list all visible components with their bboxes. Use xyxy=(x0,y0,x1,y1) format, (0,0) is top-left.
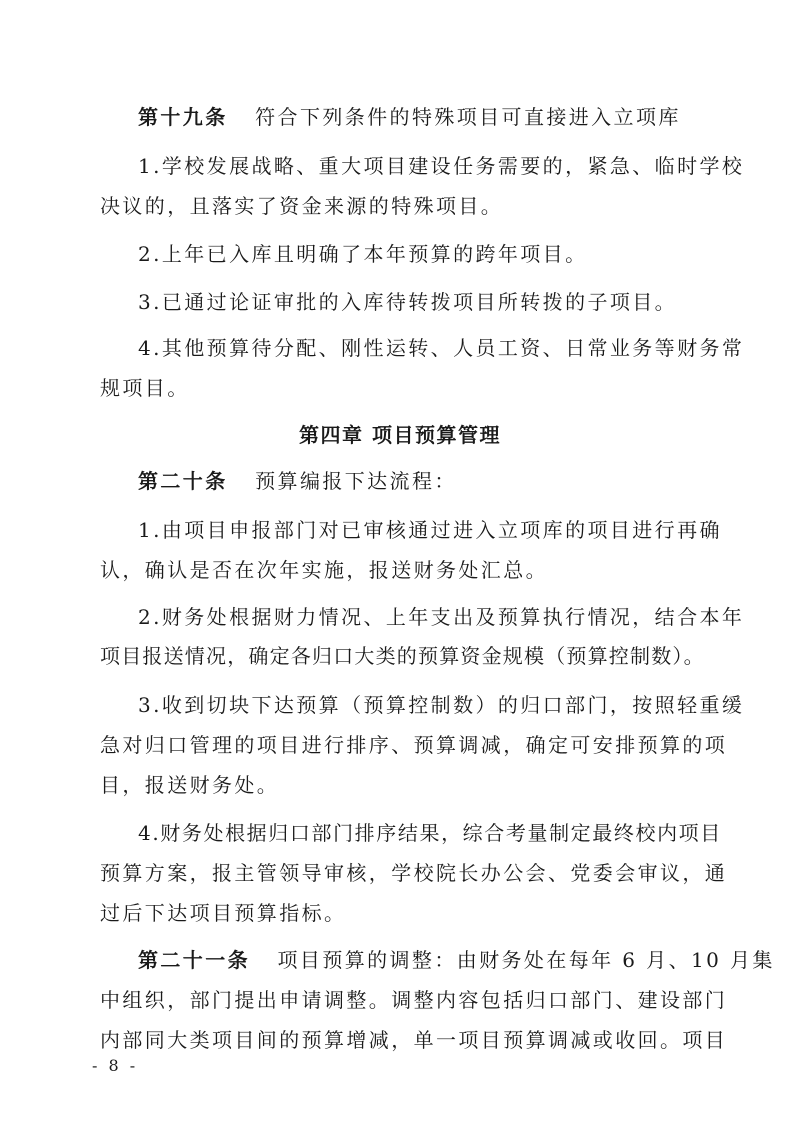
page-number: - 8 - xyxy=(92,1056,139,1075)
article-20-heading: 第二十条 xyxy=(138,469,228,493)
article-20-item-1-line-1: 1.由项目申报部门对已审核通过进入立项库的项目进行再确 xyxy=(138,518,722,542)
article-21-heading: 第二十一条 xyxy=(138,948,250,972)
article-20-item-1-line-2: 认，确认是否在次年实施，报送财务处汇总。 xyxy=(100,558,548,582)
article-20-item-2-line-2: 项目报送情况，确定各归口大类的预算资金规模（预算控制数）。 xyxy=(100,644,705,668)
article-19-heading: 第十九条 xyxy=(138,105,228,129)
article-21-line-1 xyxy=(138,945,775,975)
article-20-item-4-line-3: 过后下达项目预算指标。 xyxy=(100,901,347,925)
article-19-item-1-line-1: 1.学校发展战略、重大项目建设任务需要的，紧急、临时学校 xyxy=(138,154,745,178)
article-20-item-4-line-2: 预算方案，报主管领导审核，学校院长办公会、党委会审议，通 xyxy=(100,861,728,885)
article-21-line-2: 中组织，部门提出申请调整。调整内容包括归口部门、建设部门 xyxy=(100,988,728,1012)
article-20-line xyxy=(138,466,718,496)
article-19-line xyxy=(138,102,718,132)
article-19-item-1-line-2: 决议的，且落实了资金来源的特殊项目。 xyxy=(100,194,504,218)
article-21-line-3: 内部同大类项目间的预算增减，单一项目预算调减或收回。项目 xyxy=(100,1028,728,1052)
article-19-item-4-line-2: 规项目。 xyxy=(100,376,190,400)
article-19-item-3: 3.已通过论证审批的入库待转拨项目所转拨的子项目。 xyxy=(138,290,678,314)
article-20-text: 预算编报下达流程： xyxy=(255,469,457,493)
article-19-item-4-line-1: 4.其他预算待分配、刚性运转、人员工资、日常业务等财务常 xyxy=(138,336,745,360)
article-21-text: 项目预算的调整：由财务处在每年 6 月、10 月集 xyxy=(277,948,775,972)
chapter-title: 第四章 项目预算管理 xyxy=(299,423,501,447)
article-20-item-4-line-1: 4.财务处根据归口部门排序结果，综合考量制定最终校内项目 xyxy=(138,821,722,845)
article-20-item-2-line-1: 2.财务处根据财力情况、上年支出及预算执行情况，结合本年 xyxy=(138,605,745,629)
article-20-item-3-line-1: 3.收到切块下达预算（预算控制数）的归口部门，按照轻重缓 xyxy=(138,693,745,717)
article-19-text: 符合下列条件的特殊项目可直接进入立项库 xyxy=(255,105,681,129)
article-20-item-3-line-3: 目，报送财务处。 xyxy=(100,773,280,797)
article-20-item-3-line-2: 急对归口管理的项目进行排序、预算调减，确定可安排预算的项 xyxy=(100,733,728,757)
article-19-item-2: 2.上年已入库且明确了本年预算的跨年项目。 xyxy=(138,242,588,266)
